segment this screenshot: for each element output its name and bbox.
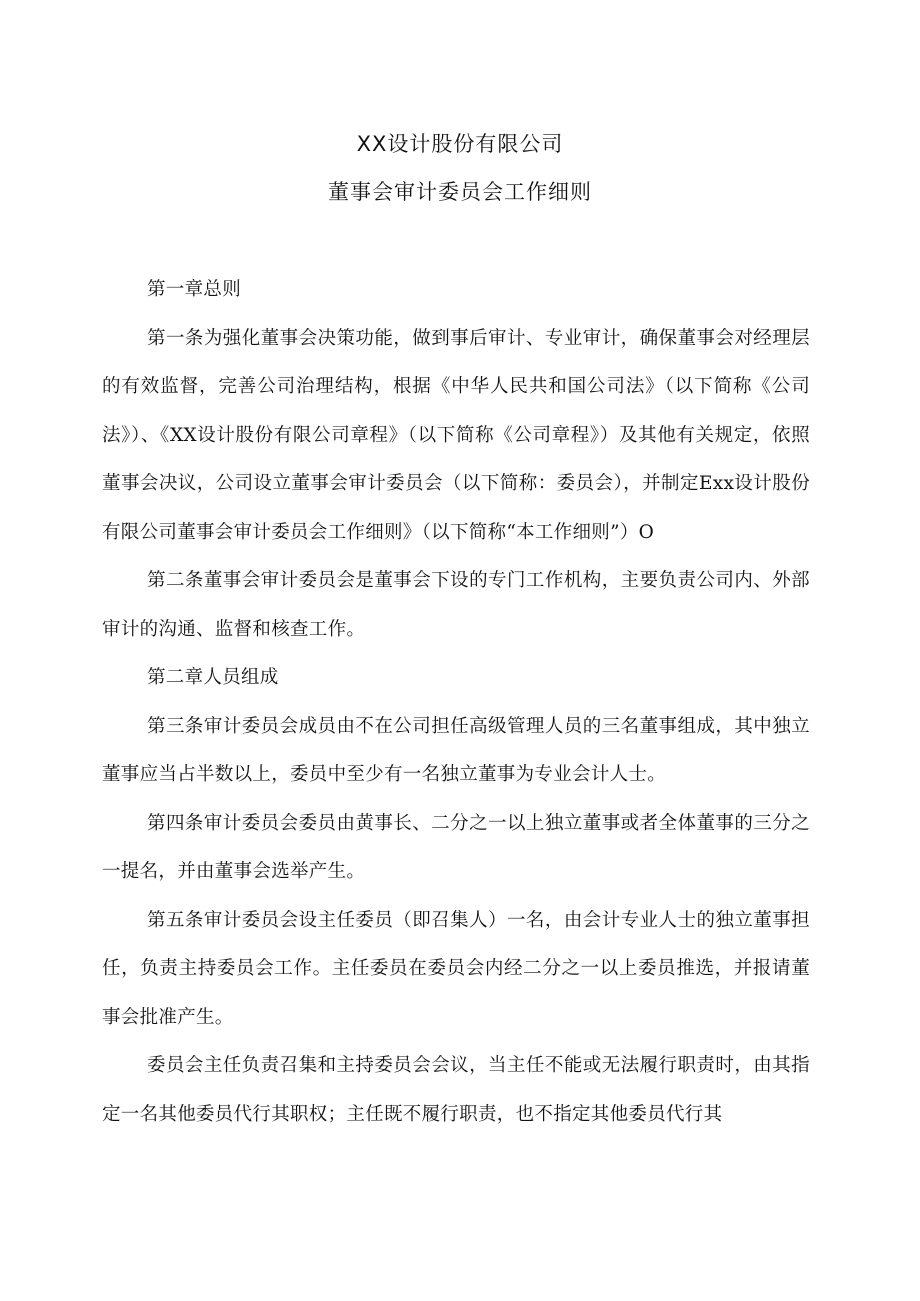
company-title: XX设计股份有限公司 (356, 132, 564, 156)
article-paragraph: 第三条审计委员会成员由不在公司担任高级管理人员的三名董事组成，其中独立董事应当占半数以上，委员中至少有一名独立董事为专业会计人士。 (102, 715, 810, 785)
document-body (102, 266, 810, 1139)
article-paragraph: 第四条审计委员会委员由黄事长、二分之一以上独立董事或者全体董事的三分之一提名，并由董事会选举产生。 (102, 812, 810, 882)
document-title: 董事会审计委员会工作细则 (328, 180, 592, 204)
chapter-heading: 第二章人员组成 (147, 667, 279, 688)
article-paragraph: 第二条董事会审计委员会是董事会下设的专门工作机构，主要负责公司内、外部审计的沟通、监督和核查工作。 (102, 570, 810, 640)
article-paragraph: 第一条为强化董事会决策功能，做到事后审计、专业审计，确保董事会对经理层的有效监督，完善公司治理结构，根据《中华人民共和国公司法》（以下简称《公司法》）、《XX设计股份有限公司章程》（以下简称《公司章程》）及其他有关规定，依照董事会决议，公司设立董事会审计委员会（以下简称：委员会），并制定Exx设计股份有限公司董事会审计委员会工作细则》（以下简称“本工作细则”）O (102, 327, 811, 543)
article-paragraph: 委员会主任负责召集和主持委员会会议，当主任不能或无法履行职责时，由其指定一名其他委员代行其职权；主任既不履行职责，也不指定其他委员代行其 (102, 1055, 810, 1125)
article-paragraph: 第五条审计委员会设主任委员（即召集人）一名，由会计专业人士的独立董事担任，负责主持委员会工作。主任委员在委员会内经二分之一以上委员推选，并报请董事会批准产生。 (102, 909, 810, 1028)
chapter-heading: 第一章总则 (147, 279, 242, 300)
